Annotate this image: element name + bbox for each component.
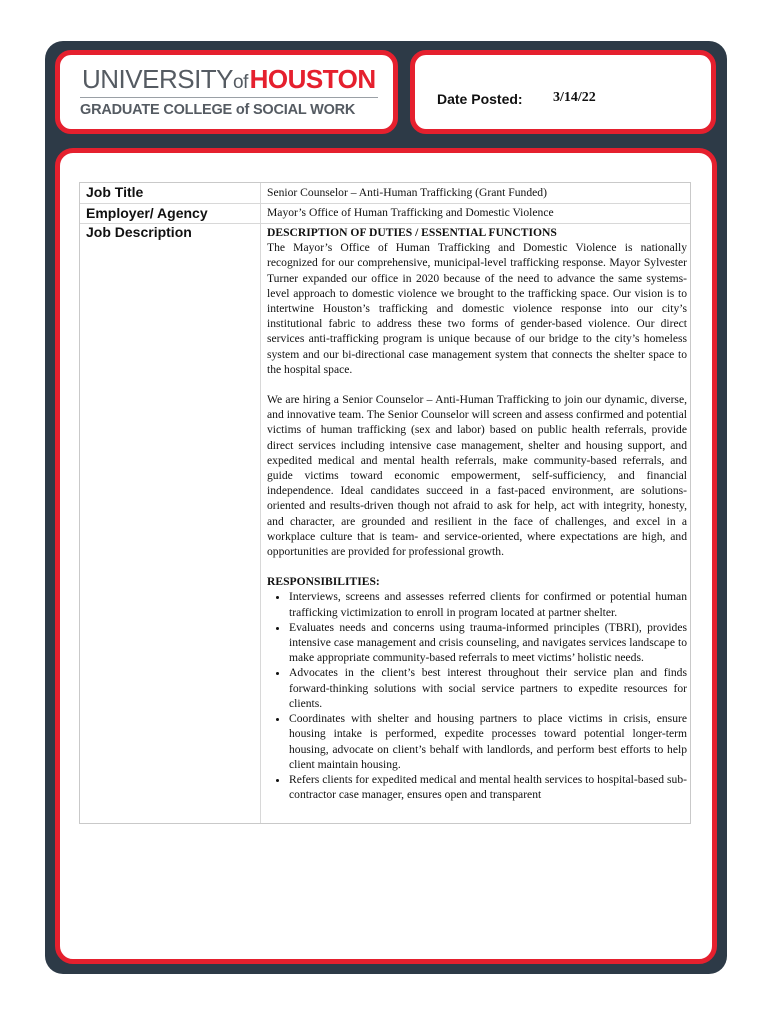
job-details-table <box>79 182 691 824</box>
date-posted-panel <box>410 50 716 134</box>
duties-heading: DESCRIPTION OF DUTIES / ESSENTIAL FUNCTIONS <box>267 226 557 239</box>
job-description-body <box>267 225 687 802</box>
date-posted-value: 3/14/22 <box>553 90 596 105</box>
responsibility-item: • Advocates in the client’s best interest throughout their service plan and finds forward-thinking solutions with social service partners to expedite resources for clients. <box>289 665 687 711</box>
description-paragraph: The Mayor’s Office of Human Trafficking and Domestic Violence is nationally recognized for our comprehensive, municipal-level trafficking response. Mayor Sylvester Turner expanded our office in 2020 because of the need to advance the same systems-level approach to domestic violence we brought to the trafficking space. Our vision is to intertwine Houston’s trafficking and domestic violence response into our city’s institutional fabric to address these two forms of gender-based violence. Our direct services anti-trafficking program is unique because of our bridge to the city’s homeless system and our bi-directional case management system that connects the shelter space to the hospital space. <box>267 241 687 376</box>
job-title-value: Senior Counselor – Anti-Human Trafficking (Grant Funded) <box>267 186 547 199</box>
date-posted-label: Date Posted: <box>437 91 523 107</box>
responsibility-item: • Interviews, screens and assesses referred clients for confirmed or potential human trafficking victimization to enroll in program located at partner shelter. <box>289 589 687 619</box>
logo-wordmark: UNIVERSITYof HOUSTON <box>82 64 376 94</box>
responsibility-item: • Evaluates needs and concerns using trauma-informed principles (TBRI), provides intensive case management and crisis counseling, and navigates services landscape to make appropriate community-based referrals to meet victims’ holistic needs. <box>289 620 687 666</box>
employer-label: Employer/ Agency <box>86 205 208 221</box>
row-divider <box>80 203 690 204</box>
column-divider <box>260 183 261 823</box>
responsibilities-heading: RESPONSIBILITIES: <box>267 575 380 589</box>
job-title-label: Job Title <box>86 184 144 200</box>
job-description-label: Job Description <box>86 224 192 240</box>
employer-value: Mayor’s Office of Human Trafficking and Domestic Violence <box>267 206 554 219</box>
responsibilities-list <box>267 589 687 802</box>
responsibility-item: • Refers clients for expedited medical and mental health services to hospital-based sub-contractor case manager, ensures open and transparent <box>289 772 687 802</box>
description-paragraph: We are hiring a Senior Counselor – Anti-Human Trafficking to join our dynamic, diverse, and innovative team. The Senior Counselor will screen and assess confirmed and potential victims of human trafficking (sex and labor) based on public health referrals, provide direct services including intensive case management, shelter and housing support, and expedited medical and mental health referrals, make community-based referrals, and guide victims toward economic empowerment, self-sufficiency, and financial independence. Ideal candidates succeed in a fast-paced environment, are solutions-oriented and results-driven though not afraid to ask for help, act with integrity, honesty, and character, are grounded and resilient in the face of challenges, and excel in a workplace culture that is team- and service-oriented, where expectations are high, and opportunities are provided for professional growth. <box>267 393 687 559</box>
responsibility-item: • Coordinates with shelter and housing partners to place victims in crisis, ensure housing intake is performed, expedite processes toward potential longer-term housing, advocate on client’s behalf with landlords, and perform best efforts to help client maintain housing. <box>289 711 687 772</box>
logo-divider <box>80 97 378 98</box>
university-logo <box>55 50 398 134</box>
logo-college-name: GRADUATE COLLEGE of SOCIAL WORK <box>80 102 356 118</box>
